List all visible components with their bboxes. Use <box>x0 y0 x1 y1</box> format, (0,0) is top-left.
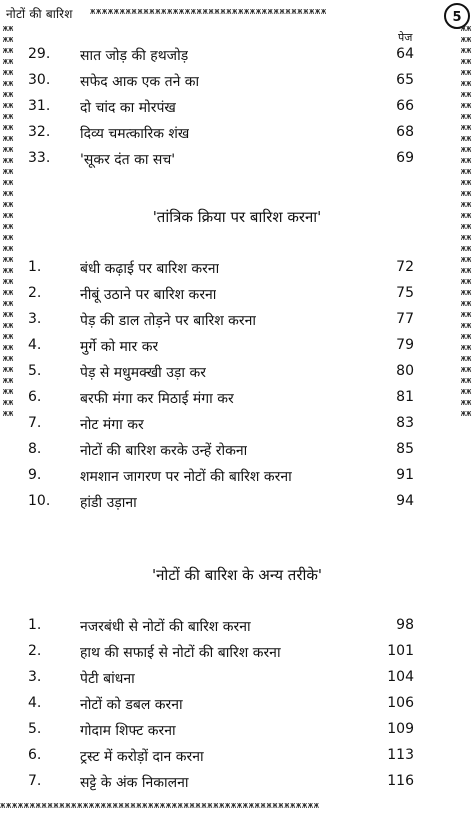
toc-entry-number: 1. <box>28 259 42 275</box>
toc-entry-title: नीबूं उठाने पर बारिश करना <box>80 287 217 303</box>
toc-entry-page: 83 <box>396 415 414 431</box>
toc-entry-number: 1. <box>28 617 42 633</box>
toc-entry-title: नोटों को डबल करना <box>80 697 183 713</box>
toc-entry-number: 7. <box>28 773 42 789</box>
toc-entry <box>0 695 474 717</box>
decorative-border-bottom: жжжжжжжжжжжжжжжжжжжжжжжжжжжжжжжжжжжжжжжжжжжжжжжжжжжжжж <box>0 801 320 811</box>
toc-entry <box>0 389 474 411</box>
toc-entry <box>0 72 474 94</box>
toc-entry-page: 94 <box>396 493 414 509</box>
toc-entry <box>0 643 474 665</box>
toc-entry <box>0 669 474 691</box>
toc-entry-title: मुर्गे को मार कर <box>80 339 159 355</box>
toc-entry-number: 32. <box>28 124 51 140</box>
toc-entry-page: 75 <box>396 285 414 301</box>
toc-entry-number: 4. <box>28 337 42 353</box>
toc-entry-number: 5. <box>28 363 42 379</box>
toc-entry-title: बंधी कढ़ाई पर बारिश करना <box>80 261 220 277</box>
toc-entry-title: पेड़ से मधुमक्खी उड़ा कर <box>80 365 206 381</box>
toc-entry <box>0 363 474 385</box>
toc-entry-title: नोटों की बारिश करके उन्हें रोकना <box>80 443 248 459</box>
toc-entry-page: 109 <box>387 721 414 737</box>
toc-entry-title: नजरबंधी से नोटों की बारिश करना <box>80 619 251 635</box>
toc-entry-number: 9. <box>28 467 42 483</box>
section-heading: 'नोटों की बारिश के अन्य तरीके' <box>151 566 322 584</box>
decorative-border-right: жжжжжжжжжжжжжжжжжжжжжжжжжжжжжжжжжжжжжжжжжжжжжжжжжжжжжжжжжжжжжжжжжжжжжжжж <box>460 24 472 419</box>
toc-entry-page: 106 <box>387 695 414 711</box>
toc-entry <box>0 467 474 489</box>
toc-entry-title: सट्टे के अंक निकालना <box>80 775 189 791</box>
toc-entry <box>0 337 474 359</box>
toc-entry-title: हांडी उड़ाना <box>80 495 137 511</box>
toc-entry-number: 3. <box>28 669 42 685</box>
toc-entry-page: 77 <box>396 311 414 327</box>
page-number-badge: 5 <box>444 3 470 29</box>
toc-entry-title: दिव्य चमत्कारिक शंख <box>80 126 190 142</box>
toc-entry-page: 113 <box>387 747 414 763</box>
toc-entry-page: 65 <box>396 72 414 88</box>
toc-entry-page: 98 <box>396 617 414 633</box>
toc-entry-number: 6. <box>28 389 42 405</box>
toc-entry-title: बरफी मंगा कर मिठाई मंगा कर <box>80 391 234 407</box>
toc-entry-page: 69 <box>396 150 414 166</box>
toc-entry <box>0 124 474 146</box>
toc-entry-title: हाथ की सफाई से नोटों की बारिश करना <box>80 645 281 661</box>
toc-entry-number: 7. <box>28 415 42 431</box>
toc-entry <box>0 617 474 639</box>
toc-entry-page: 72 <box>396 259 414 275</box>
toc-entry-page: 104 <box>387 669 414 685</box>
toc-entry-number: 30. <box>28 72 51 88</box>
page-column-label: पेज <box>398 31 413 44</box>
toc-entry-number: 2. <box>28 285 42 301</box>
toc-entry <box>0 46 474 68</box>
toc-entry <box>0 311 474 333</box>
toc-entry-number: 8. <box>28 441 42 457</box>
toc-entry <box>0 773 474 795</box>
toc-entry-title: शमशान जागरण पर नोटों की बारिश करना <box>80 469 292 485</box>
toc-entry <box>0 747 474 769</box>
toc-entry-number: 2. <box>28 643 42 659</box>
toc-entry-title: दो चांद का मोरपंख <box>80 100 176 116</box>
toc-entry-title: पेटी बांधना <box>80 671 135 687</box>
toc-entry-title: नोट मंगा कर <box>80 417 144 433</box>
toc-entry <box>0 150 474 172</box>
toc-entry-number: 29. <box>28 46 51 62</box>
toc-entry-title: गोदाम शिफ्ट करना <box>80 723 176 739</box>
toc-entry <box>0 441 474 463</box>
toc-entry <box>0 285 474 307</box>
toc-entry-title: सफेद आक एक तने का <box>80 74 200 90</box>
section-heading: 'तांत्रिक क्रिया पर बारिश करना' <box>152 208 322 226</box>
toc-entry-page: 66 <box>396 98 414 114</box>
toc-entry-page: 116 <box>387 773 414 789</box>
toc-entry <box>0 415 474 437</box>
toc-entry-page: 80 <box>396 363 414 379</box>
toc-entry-number: 31. <box>28 98 51 114</box>
toc-entry-title: 'सूकर दंत का सच' <box>80 152 176 168</box>
toc-entry-title: पेड़ की डाल तोड़ने पर बारिश करना <box>80 313 257 329</box>
toc-entry-page: 101 <box>387 643 414 659</box>
toc-entry-page: 68 <box>396 124 414 140</box>
decorative-border-left: жжжжжжжжжжжжжжжжжжжжжжжжжжжжжжжжжжжжжжжжжжжжжжжжжжжжжжжжжжжжжжжжжжжжжжжж <box>2 24 14 419</box>
toc-entry-page: 79 <box>396 337 414 353</box>
toc-entry <box>0 721 474 743</box>
toc-entry <box>0 493 474 515</box>
decorative-border-top: жжжжжжжжжжжжжжжжжжжжжжжжжжжжжжжжжжжжжжжж <box>90 7 327 17</box>
toc-entry-page: 85 <box>396 441 414 457</box>
toc-entry-page: 91 <box>396 467 414 483</box>
running-header-title: नोटों की बारिश <box>6 7 73 21</box>
toc-entry-page: 64 <box>396 46 414 62</box>
toc-entry-page: 81 <box>396 389 414 405</box>
toc-entry-title: ट्रस्ट में करोड़ों दान करना <box>80 749 204 765</box>
toc-entry-number: 10. <box>28 493 51 509</box>
toc-entry-number: 33. <box>28 150 51 166</box>
toc-entry-number: 4. <box>28 695 42 711</box>
toc-entry-number: 3. <box>28 311 42 327</box>
toc-entry-title: सात जोड़ की हथजोड़ <box>80 48 189 64</box>
toc-entry <box>0 259 474 281</box>
toc-entry <box>0 98 474 120</box>
toc-entry-number: 5. <box>28 721 42 737</box>
toc-entry-number: 6. <box>28 747 42 763</box>
